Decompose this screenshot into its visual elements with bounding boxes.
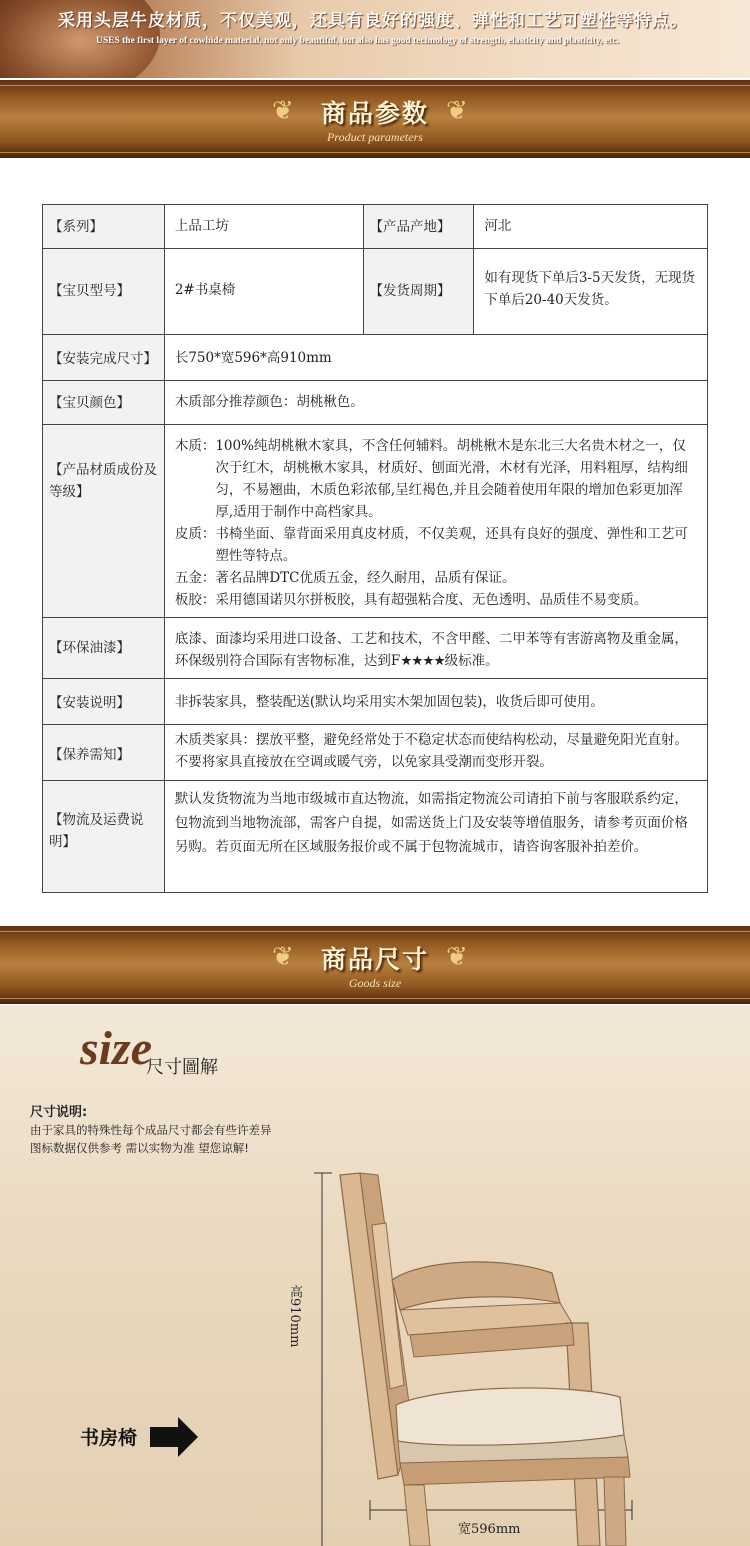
size-logo: size [80, 1022, 152, 1075]
table-row [43, 425, 708, 618]
size-note-title: 尺寸说明: [30, 1105, 88, 1120]
series-label: 【系列】 [43, 205, 165, 249]
origin-value: 河北 [474, 205, 708, 249]
material-leather-label: 皮质： [174, 526, 216, 542]
material-label: 【产品材质成份及等级】 [43, 425, 165, 618]
material-hardware-line [175, 567, 697, 589]
model-value: 2#书桌椅 [164, 249, 363, 335]
table-row [43, 381, 708, 425]
height-label: 高910mm [287, 1285, 302, 1348]
origin-label: 【产品产地】 [363, 205, 474, 249]
size-note-line: 图标数据仅供参考 需以实物为准 望您谅解! [30, 1141, 249, 1155]
material-glue-label: 板胶： [174, 592, 216, 608]
params-section-header [0, 80, 750, 158]
size-note-line: 由于家具的特殊性每个成品尺寸都会有些许差异 [30, 1123, 272, 1137]
material-wood-text: 100%纯胡桃楸木家具，不含任何辅料。胡桃楸木是东北三大名贵木材之一，仅次于红木，胡桃楸木家具，材质好、刨面光滑，木材有光泽，用料粗厚，结构细匀，不易翘曲，木质色彩浓郁,呈红褐色,并且会随着使用年限的增加色彩更加浑厚,适用于制作中高档家具。 [215, 438, 688, 520]
banner-headline: 采用头层牛皮材质，不仅美观，还具有良好的强度、弹性和工艺可塑性等特点。 [58, 11, 688, 31]
paint-label: 【环保油漆】 [43, 618, 165, 679]
top-banner [0, 0, 750, 78]
install-value: 非拆装家具，整装配送(默认均采用实木架加固包装)，收货后即可使用。 [164, 679, 707, 725]
material-leather-line [175, 523, 697, 567]
params-section-title: 商品参数 [320, 99, 429, 128]
left-leaf-icon: ❦ [272, 942, 294, 972]
size-section-subtitle: Goods size [348, 976, 402, 990]
width-label: 宽596mm [458, 1522, 521, 1537]
right-leaf-icon: ❦ [446, 96, 468, 126]
arrow-right-icon [150, 1417, 198, 1457]
star-icon: ★★★★ [400, 653, 445, 669]
paint-text: 底漆、面漆均采用进口设备、工艺和技术，不含甲醛、二甲苯等有害游离物及重金属，环保级别符合国际有害物标准，达到F [174, 631, 688, 669]
params-table [42, 204, 708, 893]
color-label: 【宝贝颜色】 [43, 381, 165, 425]
chair-label: 书房椅 [80, 1427, 138, 1449]
right-leaf-icon: ❦ [446, 942, 468, 972]
paint-grade-text: 级标准。 [444, 653, 499, 669]
install-size-label: 【安装完成尺寸】 [43, 335, 165, 381]
ship-cycle-label: 【发货周期】 [363, 249, 474, 335]
table-row [43, 618, 708, 679]
material-wood-label: 木质： [174, 438, 216, 454]
size-logo-cn: 尺寸圖解 [146, 1057, 218, 1078]
table-row [43, 205, 708, 249]
material-leather-text: 书椅坐面、靠背面采用真皮材质，不仅美观，还具有良好的强度、弹性和工艺可塑性等特点。 [215, 526, 688, 564]
banner-subline: USES the first layer of cowhide material, not only beautiful, but also has good technology of strength, elasticity and plasticity, etc. [96, 36, 619, 46]
material-hardware-text: 著名品牌DTC优质五金，经久耐用，品质有保证。 [215, 570, 516, 586]
table-row [43, 335, 708, 381]
logistics-value: 默认发货物流为当地市级城市直达物流，如需指定物流公司请拍下前与客服联系约定，包物流到当地物流部，需客户自提，如需送货上门及安装等增值服务，请参考页面价格另购。若页面无所在区域服务报价或不属于包物流城市，请咨询客服补拍差价。 [164, 781, 707, 893]
color-value: 木质部分推荐颜色：胡桃楸色。 [164, 381, 707, 425]
series-value: 上品工坊 [164, 205, 363, 249]
size-diagram [0, 1005, 750, 1546]
left-leaf-icon: ❦ [272, 96, 294, 126]
model-label: 【宝贝型号】 [43, 249, 165, 335]
size-section-title: 商品尺寸 [320, 945, 429, 974]
size-section-header [0, 926, 750, 1004]
install-label: 【安装说明】 [43, 679, 165, 725]
table-row [43, 725, 708, 781]
material-glue-text: 采用德国诺贝尔拼板胶，具有超强粘合度、无色透明、品质佳不易变质。 [215, 592, 648, 608]
material-glue-line [175, 589, 697, 611]
install-size-value: 长750*宽596*高910mm [164, 335, 707, 381]
material-wood-line [175, 435, 697, 523]
material-value [164, 425, 707, 618]
table-row [43, 679, 708, 725]
params-section-subtitle: Product parameters [327, 130, 423, 144]
material-hardware-label: 五金： [174, 570, 216, 586]
paint-value [164, 618, 707, 679]
care-value: 木质类家具：摆放平整，避免经常处于不稳定状态而使结构松动，尽量避免阳光直射。不要将家具直接放在空调或暖气旁，以免家具受潮而变形开裂。 [164, 725, 707, 781]
logistics-label: 【物流及运费说明】 [43, 781, 165, 893]
chair-illustration [0, 1005, 750, 1546]
table-row [43, 781, 708, 893]
care-label: 【保养需知】 [43, 725, 165, 781]
table-row [43, 249, 708, 335]
ship-cycle-value: 如有现货下单后3-5天发货，无现货下单后20-40天发货。 [474, 249, 708, 335]
